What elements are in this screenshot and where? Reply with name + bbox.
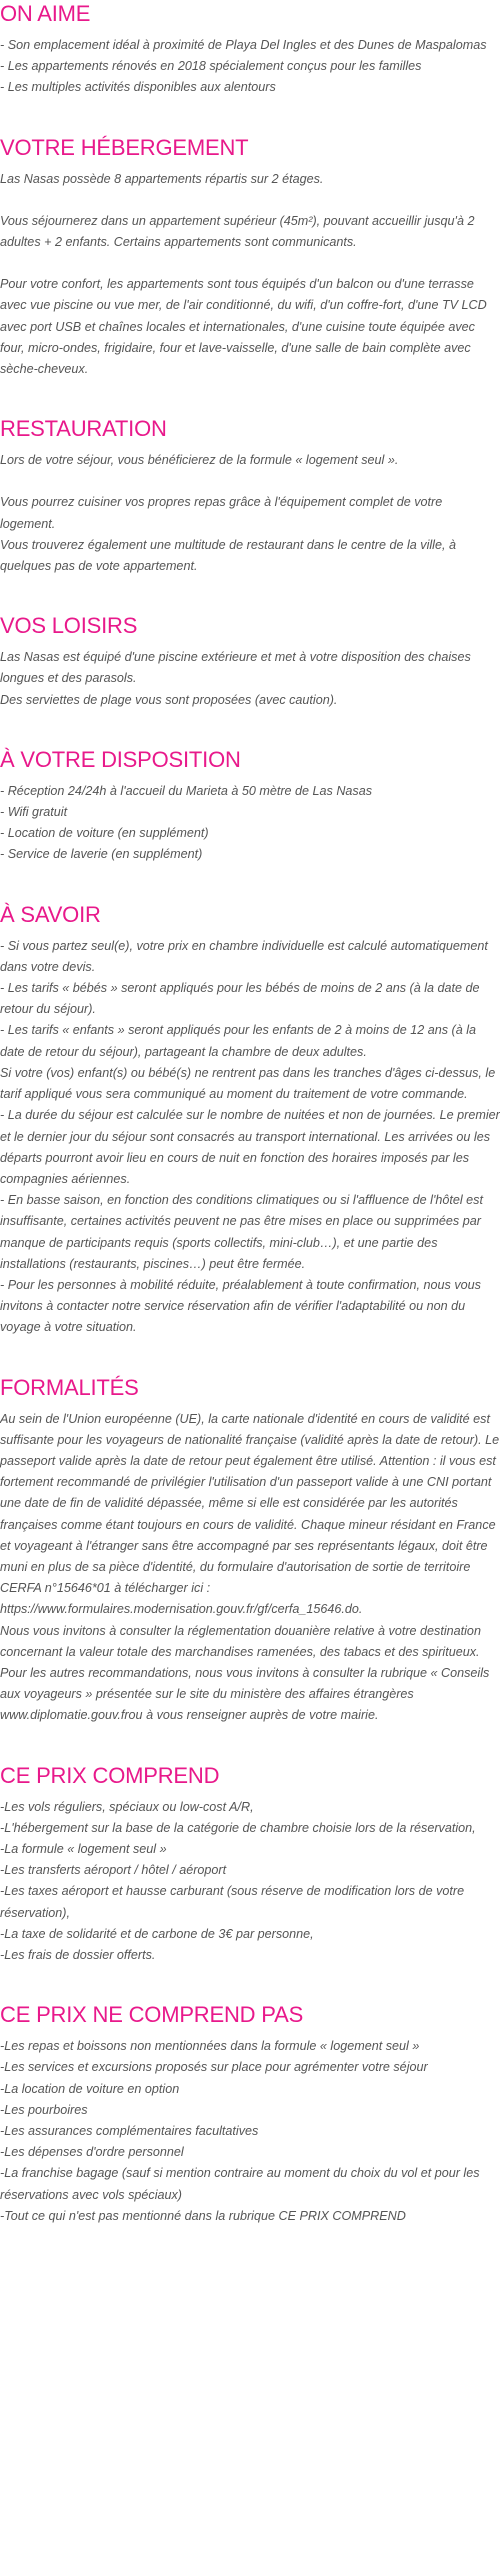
text-line: -Les vols réguliers, spéciaux ou low-cost A/R, [0,1799,254,1814]
text-line: -Les taxes aéroport et hausse carburant (sous réserve de modification lors de votre réservation), [0,1884,465,1920]
text-line: Pour votre confort, les appartements sont tous équipés d'un balcon ou d'une terrasse avec vue piscine ou vue mer, de l'air conditionné, du wifi, d'un coffre-fort, d'une TV LCD avec port USB et chaînes locales et internationales, d'une cuisine toute équipée avec four, micro-ondes, frigidaire, four et lave-vaisselle, d'une salle de bain complète avec sèche-cheveux. [0,277,487,377]
section-title: À SAVOIR [0,901,101,927]
text-line: -La franchise bagage (sauf si mention contraire au moment du choix du vol et pour les réservations avec vols spéciaux) [0,2166,480,2202]
text-line: - Wifi gratuit [0,805,68,820]
text-line: - Les tarifs « bébés » seront appliqués pour les bébés de moins de 2 ans (à la date de retour du séjour). [0,981,480,1017]
section-disposition [0,747,500,866]
section-paragraph [0,1797,500,1967]
text-line: Des serviettes de plage vous sont proposées (avec caution). [0,692,338,707]
section-paragraph [0,2036,500,2227]
text-line: -Les dépenses d'ordre personnel [0,2145,184,2160]
section-paragraph [0,492,500,577]
section-paragraph [0,274,500,380]
text-line: Vous pourrez cuisiner vos propres repas grâce à l'équipement complet de votre logement. [0,495,443,531]
text-line: - Les tarifs « enfants » seront appliqués pour les enfants de 2 à moins de 12 ans (à la date de retour du séjour), partageant la chambre de deux adultes. [0,1023,477,1059]
section-paragraph [0,781,500,866]
section-prix-ne-comprend-pas [0,2002,500,2227]
section-formalites [0,1375,500,1727]
section-paragraph [0,936,500,1339]
text-line: Si votre (vos) enfant(s) ou bébé(s) ne rentrent pas dans les tranches d'âges ci-dessus, le tarif appliqué vous sera communiqué au moment du traitement de votre commande. [0,1065,496,1102]
section-title: ON AIME [0,1,91,26]
text-line: - Réception 24/24h à l'accueil du Marieta à 50 mètre de Las Nasas [0,783,373,798]
text-line: Vous séjournerez dans un appartement supérieur (45m²), pouvant accueillir jusqu'à 2 adultes + 2 enfants. Certains appartements sont communicants. [0,213,475,250]
text-line: -Les transferts aéroport / hôtel / aéroport [0,1863,227,1878]
section-hebergement [0,135,500,381]
text-line: -Tout ce qui n'est pas mentionné dans la rubrique CE PRIX COMPREND [0,2208,406,2223]
section-title: CE PRIX COMPREND [0,1762,220,1788]
text-line: -La formule « logement seul » [0,1841,167,1856]
section-title: À VOTRE DISPOSITION [0,746,241,772]
text-line: Pour les autres recommandations, nous vous invitons à consulter la rubrique « Conseils aux voyageurs » présentée sur le site du ministère des affaires étrangères www.diplomatie.gouv.frou à vous renseigner auprès de votre mairie. [0,1665,490,1723]
section-a-savoir [0,902,500,1339]
section-title: CE PRIX NE COMPREND PAS [0,2002,304,2028]
text-line: Au sein de l'Union européenne (UE), la carte nationale d'identité en cours de validité est suffisante pour les voyageurs de nationalité française (validité après la date de retour). Le passeport valide après la date de retour peut également être utilisé. Attention : il vous est fortement recommandé de privilégier l'utilisation d'un passeport valide à une CNI portant une date de fin de validité dépassée, même si elle est considérée par les autorités françaises comme étant toujours en cours de validité. Chaque mineur résidant en France et voyageant à l'étranger sans être accompagné par ses représentants légaux, doit être muni en plus de sa pièce d'identité, du formulaire d'autorisation de sortie de territoire CERFA n°15646*01 à télécharger ici : https://www.formulaires.modernisation.gouv.fr/gf/cerfa_15646.do. [0,1411,500,1617]
text-line: -Les assurances complémentaires facultatives [0,2124,259,2139]
text-line: - Location de voiture (en supplément) [0,826,209,841]
text-line: Lors de votre séjour, vous bénéficierez de la formule « logement seul ». [0,453,399,468]
section-paragraph [0,35,500,99]
text-line: - Les appartements rénovés en 2018 spécialement conçus pour les familles [0,59,422,74]
section-on-aime [0,0,500,99]
text-line: -Les pourboires [0,2102,88,2117]
section-paragraph [0,211,500,253]
section-title: VOTRE HÉBERGEMENT [0,134,249,160]
section-paragraph [0,169,500,190]
text-line: -La location de voiture en option [0,2081,180,2096]
section-paragraph [0,647,500,711]
text-line: Las Nasas est équipé d'une piscine extérieure et met à votre disposition des chaises longues et des parasols. [0,650,471,686]
section-loisirs [0,613,500,711]
section-restauration [0,416,500,577]
text-line: -La taxe de solidarité et de carbone de 3€ par personne, [0,1926,314,1941]
text-line: - La durée du séjour est calculée sur le nombre de nuitées et non de journées. Le premier et le dernier jour du séjour sont consacrés au transport international. Les arrivées ou les départs pourront avoir lieu en cours de nuit en fonction des horaires imposés par les compagnies aériennes. [0,1108,500,1186]
text-line: Vous trouverez également une multitude de restaurant dans le centre de la ville, à quelques pas de vote appartement. [0,537,456,574]
text-line: -Les services et excursions proposés sur place pour agrémenter votre séjour [0,2060,428,2075]
text-line: -L'hébergement sur la base de la catégorie de chambre choisie lors de la réservation, [0,1820,476,1835]
section-title: FORMALITÉS [0,1374,139,1400]
section-title: RESTAURATION [0,416,167,442]
section-title: VOS LOISIRS [0,613,138,639]
section-prix-comprend [0,1763,500,1967]
text-line: Las Nasas possède 8 appartements répartis sur 2 étages. [0,171,324,186]
text-line: - Les multiples activités disponibles aux alentours [0,80,276,95]
text-line: -Les repas et boissons non mentionnées dans la formule « logement seul » [0,2039,420,2054]
text-line: - Pour les personnes à mobilité réduite, préalablement à toute confirmation, nous vous invitons à contacter notre service réservation afin de vérifier l'adaptabilité ou non du voyage à votre situation. [0,1277,481,1335]
text-line: Nous vous invitons à consulter la réglementation douanière relative à votre destination concernant la valeur totale des marchandises ramenées, des tabacs et des spiritueux. [0,1623,481,1659]
text-line: - Son emplacement idéal à proximité de Playa Del Ingles et des Dunes de Maspalomas [0,38,487,52]
section-paragraph [0,1409,500,1727]
text-line: -Les frais de dossier offerts. [0,1948,156,1962]
section-paragraph [0,450,500,471]
text-line: - Si vous partez seul(e), votre prix en chambre individuelle est calculé automatiquement dans votre devis. [0,938,488,974]
text-line: - En basse saison, en fonction des conditions climatiques ou si l'affluence de l'hôtel est insuffisante, certaines activités peuvent ne pas être mises en place ou supprimées par manque de participants requis (sports collectifs, mini-club…), et une partie des installations (restaurants, piscines…) peut être fermée. [0,1193,483,1271]
text-line: - Service de laverie (en supplément) [0,847,203,862]
